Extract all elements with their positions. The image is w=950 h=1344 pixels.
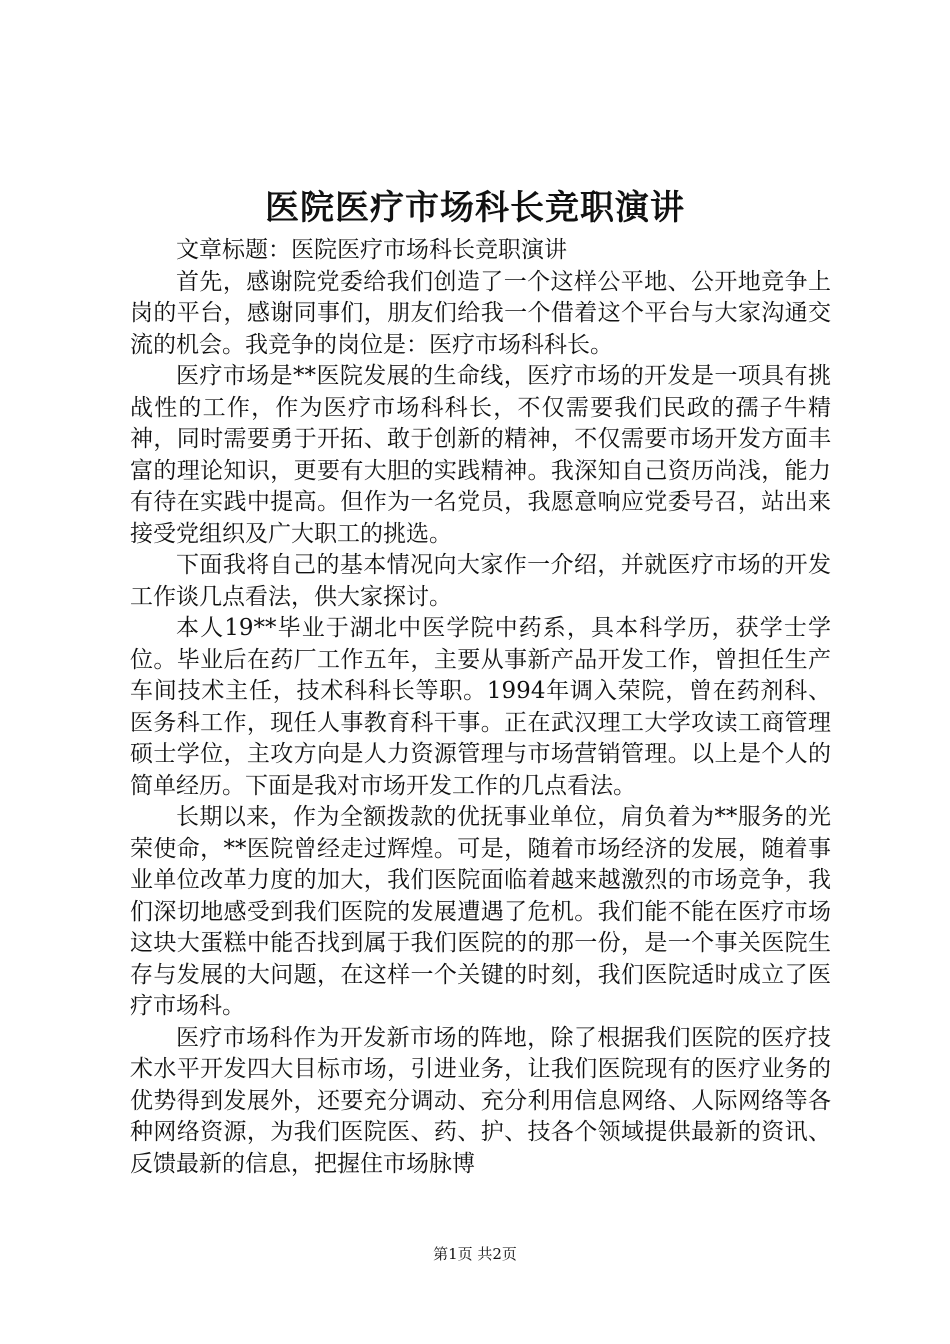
paragraph-article-title: 文章标题：医院医疗市场科长竞职演讲 bbox=[176, 237, 567, 263]
paragraph-background: 本人19**毕业于湖北中医学院中药系，具本科学历，获学士学位。毕业后在药厂工作五年，主要从事新产品开发工作，曾担任生产车间技术主任，技术科科长等职。1994年调入荣院，曾在药剂科、医务科工作，现任人事教育科干事。正在武汉理工大学攻读工商管理硕士学位，主攻方向是人力资源管理与市场营销管理。以上是个人的简单经历。下面是我对市场开发工作的几点看法。 bbox=[130, 615, 831, 799]
paragraph-hospital-situation: 长期以来，作为全额拨款的优抚事业单位，肩负着为**服务的光荣使命，**医院曾经走过辉煌。可是，随着市场经济的发展，随着事业单位改革力度的加大，我们医院面临着越来越激烈的市场竞争，我们深切地感受到我们医院的发展遭遇了危机。我们能不能在医疗市场这块大蛋糕中能否找到属于我们医院的的那一份，是一个事关医院生存与发展的大问题，在这样一个关键的时刻，我们医院适时成立了医疗市场科。 bbox=[130, 804, 831, 1019]
page-number-footer: 第1页 共2页 bbox=[433, 1245, 517, 1263]
paragraph-self-introduction: 下面我将自己的基本情况向大家作一介绍，并就医疗市场的开发工作谈几点看法，供大家探讨。 bbox=[130, 552, 831, 610]
document-title: 医院医疗市场科长竞职演讲 bbox=[265, 188, 685, 228]
paragraph-department-role: 医疗市场科作为开发新市场的阵地，除了根据我们医院的医疗技术水平开发四大目标市场，引进业务，让我们医院现有的医疗业务的优势得到发展外，还要充分调动、充分利用信息网络、人际网络等各种网络资源，为我们医院医、药、护、技各个领域提供最新的资讯、反馈最新的信息，把握住市场脉博 bbox=[130, 1024, 831, 1177]
document-body bbox=[130, 235, 831, 1180]
paragraph-intro: 首先，感谢院党委给我们创造了一个这样公平地、公开地竞争上岗的平台，感谢同事们，朋友们给我一个借着这个平台与大家沟通交流的机会。我竞争的岗位是：医疗市场科科长。 bbox=[130, 268, 831, 358]
paragraph-market-importance: 医疗市场是**医院发展的生命线，医疗市场的开发是一项具有挑战性的工作，作为医疗市场科科长，不仅需要我们民政的孺子牛精神，同时需要勇于开拓、敢于创新的精神，不仅需要市场开发方面丰富的理论知识，更要有大胆的实践精神。我深知自己资历尚浅，能力有待在实践中提高。但作为一名党员，我愿意响应党委号召，站出来接受党组织及广大职工的挑选。 bbox=[130, 363, 831, 547]
